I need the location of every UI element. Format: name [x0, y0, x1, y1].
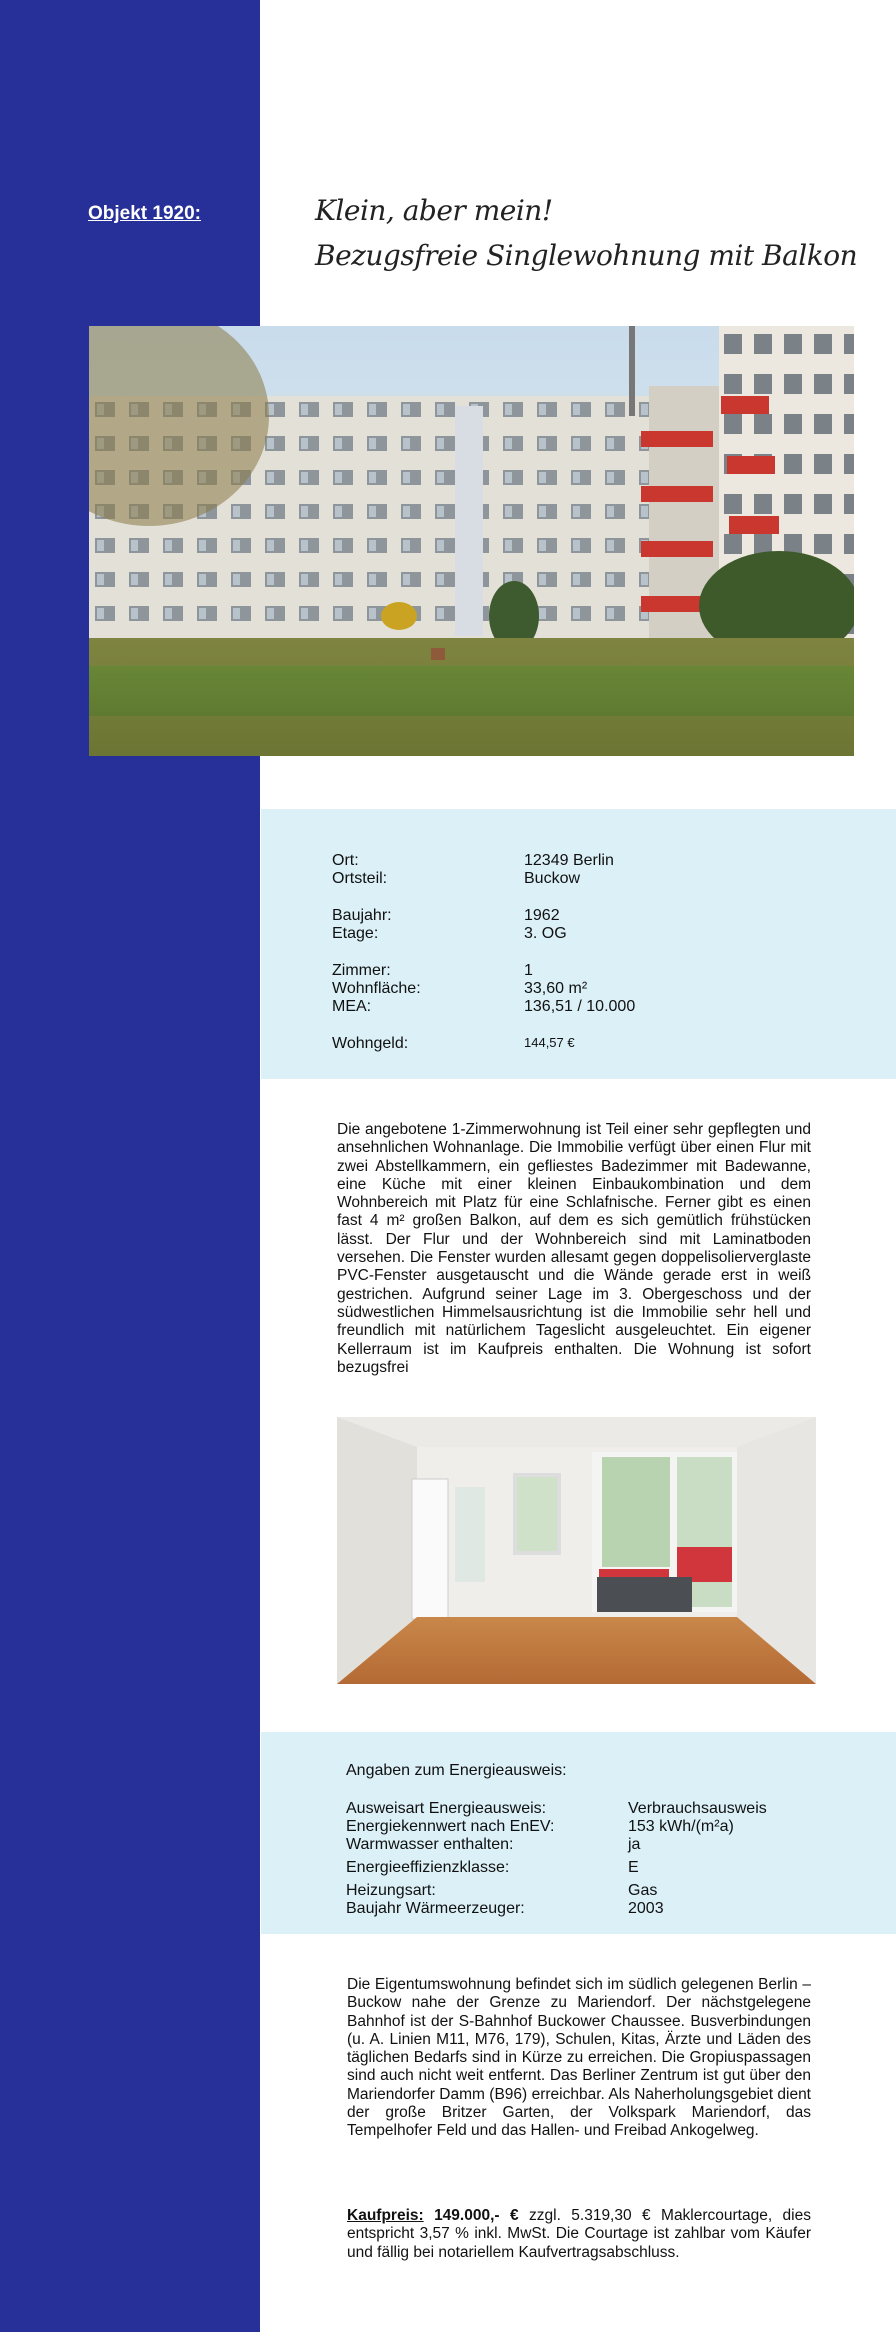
zimmer-label: Zimmer:: [332, 962, 391, 979]
headline-line-1: Klein, aber mein!: [315, 194, 553, 227]
kennwert-label: Energiekennwert nach EnEV:: [346, 1818, 555, 1835]
price-paragraph: [347, 2207, 811, 2262]
price-text: zzgl. 5.319,30 € Maklercourtage, dies entspricht 3,57 % inkl. MwSt. Die Courtage ist zahlbar vom Käufer und fällig bei notariellem Kaufvertragsabschluss.: [347, 2207, 811, 2261]
price-amount: 149.000,- €: [434, 2207, 519, 2224]
price-label: Kaufpreis:: [347, 2207, 424, 2224]
mea-label: MEA:: [332, 998, 372, 1015]
wohngeld-label: Wohngeld:: [332, 1035, 409, 1052]
room-photo: [337, 1417, 816, 1684]
baujahr-label: Baujahr:: [332, 907, 392, 924]
zimmer-value: 1: [524, 962, 533, 979]
wohnflaeche-value: 33,60 m²: [524, 980, 588, 997]
ausweisart-label: Ausweisart Energieausweis:: [346, 1800, 547, 1817]
ort-label: Ort:: [332, 852, 359, 869]
mea-value: 136,51 / 10.000: [524, 998, 636, 1015]
description-text: Die angebotene 1-Zimmerwohnung ist Teil einer sehr gepflegten und ansehnlichen Wohnanlage. Die Immobilie verfügt über einen Flur mit zwei Abstellkammern, ein gefliestes Badezimmer mit Badewanne, eine Küche mit einer kleinen Einbaukombination und dem Wohnbereich mit Platz für eine Schlafnische. Ferner gibt es einen fast 4 m² großen Balkon, auf dem es sich gemütlich frühstücken lässt. Der Flur und der Wohnbereich sind mit Laminatboden versehen. Die Fenster wurden allesamt gegen doppelisolierverglaste PVC-Fenster ausgetauscht und die Wände gerade erst in weiß gestrichen. Aufgrund seiner Lage im 3. Obergeschoss und der südwestlichen Himmelsausrichtung ist die Immobilie sehr hell und freundlich mit natürlichem Tageslicht ausgeleuchtet. Ein eigener Kellerraum ist im Kaufpreis enthalten. Die Wohnung ist sofort bezugsfrei: [337, 1121, 811, 1376]
heizung-value: Gas: [628, 1882, 658, 1899]
warmwasser-value: ja: [628, 1836, 641, 1853]
etage-label: Etage:: [332, 925, 379, 942]
baujahr-waermeerzeuger-value: 2003: [628, 1900, 664, 1917]
baujahr-waermeerzeuger-label: Baujahr Wärmeerzeuger:: [346, 1900, 525, 1917]
wohngeld-value: 144,57 €: [524, 1035, 575, 1050]
ortsteil-label: Ortsteil:: [332, 870, 388, 887]
klasse-label: Energieeffizienzklasse:: [346, 1859, 510, 1876]
location-text: Die Eigentumswohnung befindet sich im südlich gelegenen Berlin – Buckow nahe der Grenze zu Mariendorf. Der nächstgelegene Bahnhof ist der S-Bahnhof Buckower Chaussee. Busverbindungen (u. A. Linien M11, M76, 179), Schulen, Kitas, Ärzte und Läden des täglichen Bedarfs sind in Kürze zu erreichen. Die Gropiuspassagen sind auch nicht weit entfernt. Das Berliner Zentrum ist gut über den Mariendorfer Damm (B96) erreichbar. Als Naherholungsgebiet dient der große Britzer Garten, der Volkspark Mariendorf, das Tempelhofer Feld und das Hallen- und Freibad Ankogelweg.: [347, 1976, 811, 2140]
etage-value: 3. OG: [524, 925, 567, 942]
heizung-label: Heizungsart:: [346, 1882, 436, 1899]
kennwert-value: 153 kWh/(m²a): [628, 1818, 734, 1835]
ortsteil-value: Buckow: [524, 870, 581, 887]
headline: [315, 188, 857, 278]
ausweisart-value: Verbrauchsausweis: [628, 1800, 767, 1817]
warmwasser-label: Warmwasser enthalten:: [346, 1836, 514, 1853]
object-number: Objekt 1920:: [88, 203, 201, 224]
wohnflaeche-label: Wohnfläche:: [332, 980, 421, 997]
headline-line-2: Bezugsfreie Singlewohnung mit Balkon: [315, 239, 858, 272]
ort-value: 12349 Berlin: [524, 852, 614, 869]
klasse-value: E: [628, 1859, 639, 1876]
building-photo: [89, 326, 854, 756]
energy-title: Angaben zum Energieausweis:: [346, 1762, 567, 1779]
baujahr-value: 1962: [524, 907, 560, 924]
